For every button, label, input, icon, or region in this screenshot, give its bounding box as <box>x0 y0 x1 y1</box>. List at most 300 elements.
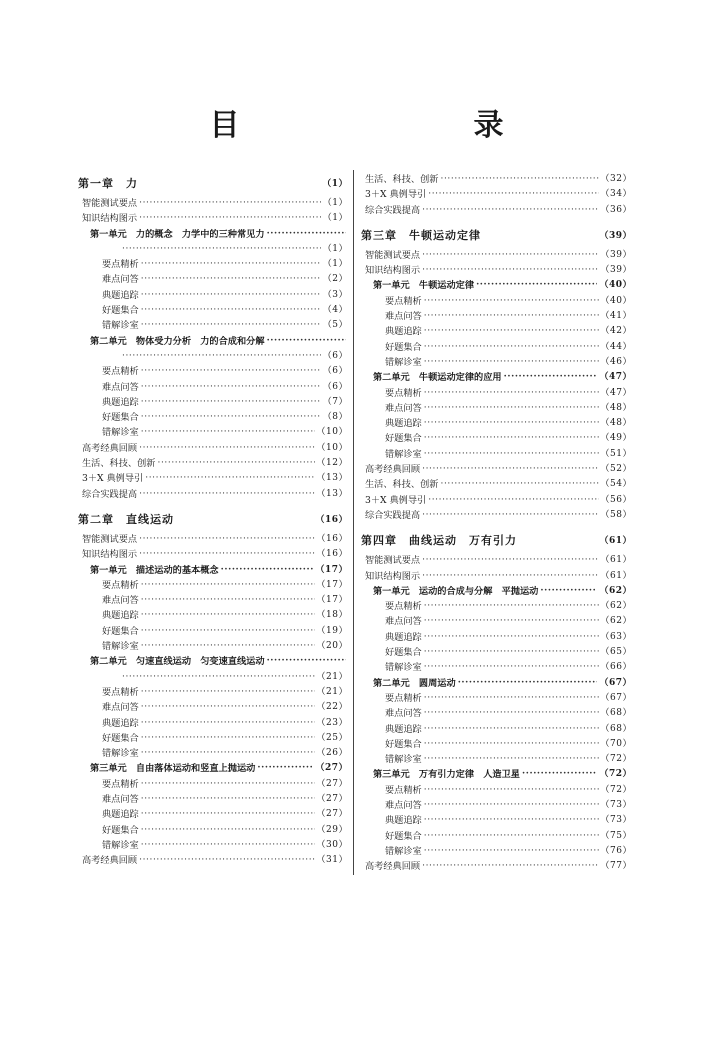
dot-leader <box>141 398 321 410</box>
toc-entry-page-number: （51） <box>600 448 632 459</box>
dot-leader <box>267 658 346 670</box>
toc-entry-section[interactable] <box>361 203 632 218</box>
dot-leader <box>424 435 599 447</box>
toc-entry-label: 典题追踪 <box>102 717 139 729</box>
dot-leader <box>141 688 315 700</box>
toc-entry-sub[interactable] <box>361 798 632 813</box>
toc-entry-label: 生活、科技、创新 <box>365 479 439 491</box>
dot-leader <box>424 618 599 630</box>
toc-entry-sub[interactable] <box>78 608 348 623</box>
toc-entry-sub[interactable] <box>78 578 348 593</box>
toc-entry-label: 难点问答 <box>102 793 139 805</box>
dot-leader <box>422 557 598 569</box>
toc-entry-page-number: （72） <box>599 769 632 780</box>
toc-entry-sub[interactable] <box>78 272 348 287</box>
toc-entry-sub[interactable] <box>361 614 632 629</box>
toc-entry-label: 3＋X 典例导引 <box>365 494 427 506</box>
toc-entry-cont[interactable] <box>78 670 348 685</box>
toc-entry-label: 高考经典回顾 <box>82 442 138 454</box>
dot-leader <box>141 612 315 624</box>
toc-entry-section[interactable] <box>361 172 632 187</box>
dot-leader <box>424 801 599 813</box>
toc-entry-label: 要点精析 <box>102 259 139 271</box>
toc-entry-section[interactable] <box>361 508 632 523</box>
toc-entry-sub[interactable] <box>78 410 348 425</box>
toc-entry-sub[interactable] <box>361 599 632 614</box>
toc-entry-page-number: （23） <box>316 717 348 728</box>
toc-entry-page-number: （66） <box>600 662 632 673</box>
toc-entry-unit[interactable] <box>78 334 348 349</box>
toc-entry-page-number: （42） <box>600 326 632 337</box>
toc-entry-sub[interactable] <box>361 844 632 859</box>
toc-entry-sub[interactable] <box>78 303 348 318</box>
toc-entry-label: 高考经典回顾 <box>365 464 421 476</box>
toc-entry-section[interactable] <box>78 211 348 226</box>
toc-entry-page-number: （54） <box>600 479 632 490</box>
toc-entry-page-number: （1） <box>322 243 348 254</box>
toc-entry-sub[interactable] <box>78 380 348 395</box>
dot-leader <box>424 664 599 676</box>
toc-entry-sub[interactable] <box>361 309 632 324</box>
toc-entry-unit[interactable] <box>361 278 632 293</box>
dot-leader <box>424 648 599 660</box>
dot-leader <box>141 291 321 303</box>
dot-leader <box>267 337 346 349</box>
toc-entry-label: 典题追踪 <box>385 326 422 338</box>
toc-entry-label: 综合实践提高 <box>82 488 138 500</box>
toc-entry-sub[interactable] <box>361 813 632 828</box>
toc-entry-label: 要点精析 <box>385 692 422 704</box>
toc-entry-sub[interactable] <box>78 685 348 700</box>
toc-entry-label: 知识结构图示 <box>365 570 421 582</box>
dot-leader <box>422 511 598 523</box>
toc-entry-sub[interactable] <box>78 257 348 272</box>
dot-leader <box>141 642 315 654</box>
toc-entry-page-number: （73） <box>600 815 632 826</box>
toc-entry-sub[interactable] <box>361 401 632 416</box>
toc-entry-label: 典题追踪 <box>102 396 139 408</box>
dot-leader <box>424 847 599 859</box>
toc-entry-label: 第三单元 万有引力定律 人造卫星 <box>373 769 520 781</box>
toc-entry-chapter[interactable] <box>78 508 348 532</box>
dot-leader <box>158 459 315 471</box>
toc-entry-label: 综合实践提高 <box>365 509 421 521</box>
dot-leader <box>422 266 598 278</box>
toc-entry-section[interactable] <box>361 248 632 263</box>
toc-entry-sub[interactable] <box>78 624 348 639</box>
toc-entry-label: 错解诊室 <box>385 448 422 460</box>
toc-entry-page-number: （41） <box>600 311 632 322</box>
toc-entry-label: 智能测试要点 <box>365 249 421 261</box>
dot-leader <box>141 627 315 639</box>
toc-entry-label: 知识结构图示 <box>82 213 138 225</box>
toc-entry-page-number: （68） <box>600 708 632 719</box>
toc-entry-section[interactable] <box>78 532 348 547</box>
toc-entry-label: 错解诊室 <box>102 641 139 653</box>
toc-entry-page-number: （21） <box>316 671 348 682</box>
dot-leader <box>141 596 315 608</box>
toc-entry-chapter[interactable] <box>361 224 632 248</box>
toc-entry-label: 高考经典回顾 <box>82 855 138 867</box>
toc-entry-page-number: （13） <box>316 473 348 484</box>
toc-entry-sub[interactable] <box>361 737 632 752</box>
dot-leader <box>424 419 599 431</box>
toc-entry-section[interactable] <box>78 456 348 471</box>
toc-entry-label: 难点问答 <box>385 616 422 628</box>
dot-leader <box>458 679 598 691</box>
toc-entry-page-number: （36） <box>600 204 632 215</box>
dot-leader <box>428 191 598 203</box>
toc-entry-sub[interactable] <box>361 416 632 431</box>
toc-entry-sub[interactable] <box>361 630 632 645</box>
toc-entry-page-number: （52） <box>600 464 632 475</box>
toc-entry-unit[interactable] <box>361 767 632 782</box>
dot-leader <box>139 490 314 502</box>
toc-entry-label: 第二章 直线运动 <box>78 512 174 526</box>
toc-entry-sub[interactable] <box>78 318 348 333</box>
dot-leader <box>424 389 599 401</box>
toc-entry-label: 错解诊室 <box>102 839 139 851</box>
dot-leader <box>424 450 599 462</box>
toc-entry-label: 要点精析 <box>385 784 422 796</box>
toc-entry-sub[interactable] <box>361 431 632 446</box>
toc-entry-page-number: （27） <box>316 809 348 820</box>
toc-entry-label: 好题集合 <box>385 647 422 659</box>
toc-entry-sub[interactable] <box>78 746 348 761</box>
toc-entry-section[interactable] <box>361 187 632 202</box>
toc-entry-label: 错解诊室 <box>385 845 422 857</box>
dot-leader <box>441 175 599 187</box>
dot-leader <box>139 199 321 211</box>
dot-leader <box>141 841 315 853</box>
toc-entry-page-number: （76） <box>600 845 632 856</box>
dot-leader <box>139 856 314 868</box>
dot-leader <box>141 413 321 425</box>
toc-entry-page-number: （72） <box>600 754 632 765</box>
toc-right-column <box>361 172 632 874</box>
toc-entry-label: 高考经典回顾 <box>365 861 421 873</box>
toc-entry-sub[interactable] <box>78 288 348 303</box>
toc-entry-page-number: （48） <box>600 418 632 429</box>
toc-entry-page-number: （39） <box>600 265 632 276</box>
toc-entry-sub[interactable] <box>78 395 348 410</box>
toc-entry-sub[interactable] <box>78 364 348 379</box>
dot-leader <box>141 306 321 318</box>
toc-entry-page-number: （61） <box>600 570 632 581</box>
toc-entry-section[interactable] <box>78 853 348 868</box>
toc-entry-sub[interactable] <box>78 823 348 838</box>
dot-leader <box>476 282 597 294</box>
toc-entry-page-number: （6） <box>322 381 348 392</box>
dot-leader <box>422 206 598 218</box>
dot-leader <box>424 755 599 767</box>
dot-leader <box>141 780 315 792</box>
column-divider <box>353 170 354 875</box>
toc-entry-page-number: （68） <box>600 723 632 734</box>
dot-leader <box>424 740 599 752</box>
dot-leader <box>540 587 597 599</box>
toc-entry-label: 好题集合 <box>385 738 422 750</box>
dot-leader <box>424 832 599 844</box>
dot-leader <box>140 184 320 196</box>
toc-entry-label: 要点精析 <box>385 601 422 613</box>
toc-entry-label: 智能测试要点 <box>82 198 138 209</box>
toc-entry-section[interactable] <box>78 487 348 502</box>
toc-entry-label: 错解诊室 <box>102 427 139 439</box>
toc-entry-unit[interactable] <box>361 584 632 599</box>
toc-entry-page-number: （30） <box>316 839 348 850</box>
toc-entry-sub[interactable] <box>361 660 632 675</box>
toc-entry-page-number: （16） <box>315 514 348 525</box>
toc-entry-page-number: （3） <box>322 289 348 300</box>
toc-entry-unit[interactable] <box>78 563 348 578</box>
dot-leader <box>428 496 598 508</box>
toc-entry-page-number: （12） <box>316 458 348 469</box>
toc-entry-section[interactable] <box>361 859 632 874</box>
dot-leader <box>141 260 321 272</box>
toc-entry-label: 好题集合 <box>102 824 139 836</box>
toc-entry-page-number: （62） <box>599 585 632 596</box>
toc-entry-page-number: （48） <box>600 402 632 413</box>
toc-entry-label: 要点精析 <box>102 686 139 698</box>
toc-entry-sub[interactable] <box>361 294 632 309</box>
toc-entry-page-number: （75） <box>600 830 632 841</box>
toc-entry-label: 第一单元 力的概念 力学中的三种常见力 <box>90 228 265 240</box>
toc-entry-label: 难点问答 <box>385 708 422 720</box>
toc-entry-cont[interactable] <box>78 242 348 257</box>
toc-entry-section[interactable] <box>361 569 632 584</box>
toc-entry-label: 要点精析 <box>102 579 139 591</box>
toc-entry-label: 第二单元 牛顿运动定律的应用 <box>373 372 502 384</box>
toc-left-column <box>78 172 348 868</box>
toc-entry-label: 智能测试要点 <box>82 533 138 545</box>
toc-entry-label: 第三单元 自由落体运动和竖直上抛运动 <box>90 763 256 775</box>
toc-entry-label: 第一单元 描述运动的基本概念 <box>90 564 219 576</box>
toc-entry-section[interactable] <box>78 196 348 211</box>
toc-entry-label: 要点精析 <box>385 295 422 307</box>
toc-entry-label: 3＋X 典例导引 <box>82 473 144 485</box>
dot-leader <box>422 862 598 874</box>
toc-entry-sub[interactable] <box>361 645 632 660</box>
toc-entry-label: 生活、科技、创新 <box>82 458 156 470</box>
dot-leader <box>424 725 599 737</box>
toc-entry-sub[interactable] <box>78 593 348 608</box>
toc-entry-page-number: （58） <box>600 509 632 520</box>
toc-entry-chapter[interactable] <box>361 529 632 553</box>
dot-leader <box>221 566 314 578</box>
dot-leader <box>122 352 321 364</box>
dot-leader <box>139 551 314 563</box>
toc-entry-page-number: （10） <box>316 427 348 438</box>
toc-entry-label: 好题集合 <box>102 305 139 317</box>
toc-entry-sub[interactable] <box>78 639 348 654</box>
dot-leader <box>424 404 599 416</box>
page-title: 目 录 <box>209 108 562 143</box>
toc-entry-label: 典题追踪 <box>102 289 139 301</box>
dot-leader <box>141 383 321 395</box>
toc-entry-sub[interactable] <box>361 447 632 462</box>
toc-entry-label: 要点精析 <box>102 366 139 378</box>
toc-entry-page-number: （31） <box>316 855 348 866</box>
toc-entry-sub[interactable] <box>361 706 632 721</box>
dot-leader <box>141 719 315 731</box>
toc-entry-unit[interactable] <box>78 761 348 776</box>
toc-entry-label: 难点问答 <box>102 381 139 393</box>
toc-entry-page-number: （39） <box>599 230 632 241</box>
toc-entry-section[interactable] <box>361 553 632 568</box>
toc-entry-label: 第三章 牛顿运动定律 <box>361 228 481 242</box>
toc-entry-label: 典题追踪 <box>385 418 422 430</box>
toc-entry-page-number: （40） <box>600 295 632 306</box>
dot-leader <box>141 826 315 838</box>
toc-entry-page-number: （29） <box>316 824 348 835</box>
dot-leader <box>522 771 597 783</box>
toc-entry-sub[interactable] <box>361 386 632 401</box>
toc-entry-unit[interactable] <box>361 676 632 691</box>
toc-entry-label: 好题集合 <box>385 433 422 445</box>
toc-entry-page-number: （27） <box>315 763 348 774</box>
toc-entry-label: 综合实践提高 <box>365 204 421 216</box>
toc-entry-label: 错解诊室 <box>102 748 139 760</box>
toc-entry-label: 第二单元 物体受力分析 力的合成和分解 <box>90 335 265 347</box>
toc-entry-sub[interactable] <box>361 324 632 339</box>
toc-entry-unit[interactable] <box>78 654 348 669</box>
toc-entry-page-number: （4） <box>322 305 348 316</box>
toc-entry-sub[interactable] <box>361 752 632 767</box>
toc-entry-label: 智能测试要点 <box>365 555 421 567</box>
toc-entry-label: 错解诊室 <box>385 356 422 368</box>
toc-entry-label: 好题集合 <box>385 341 422 353</box>
toc-entry-sub[interactable] <box>361 340 632 355</box>
toc-entry-page-number: （56） <box>600 494 632 505</box>
toc-entry-sub[interactable] <box>78 838 348 853</box>
toc-entry-page-number: （40） <box>599 280 632 291</box>
toc-entry-chapter[interactable] <box>78 172 348 196</box>
dot-leader <box>141 704 315 716</box>
toc-entry-label: 难点问答 <box>102 702 139 714</box>
toc-entry-page-number: （49） <box>600 433 632 444</box>
toc-entry-sub[interactable] <box>361 722 632 737</box>
toc-entry-page-number: （26） <box>316 748 348 759</box>
toc-entry-label: 要点精析 <box>385 387 422 399</box>
toc-entry-page-number: （61） <box>600 555 632 566</box>
toc-entry-page-number: （22） <box>316 702 348 713</box>
toc-entry-page-number: （17） <box>316 579 348 590</box>
toc-entry-cont[interactable] <box>78 349 348 364</box>
dot-leader <box>504 374 598 386</box>
dot-leader <box>424 602 599 614</box>
toc-entry-label: 生活、科技、创新 <box>365 174 439 185</box>
dot-leader <box>424 358 599 370</box>
toc-entry-section[interactable] <box>361 263 632 278</box>
toc-entry-sub[interactable] <box>78 425 348 440</box>
dot-leader <box>483 236 597 248</box>
toc-entry-page-number: （27） <box>316 793 348 804</box>
toc-entry-label: 3＋X 典例导引 <box>365 189 427 201</box>
toc-entry-page-number: （17） <box>316 595 348 606</box>
dot-leader <box>441 481 599 493</box>
toc-entry-sub[interactable] <box>361 783 632 798</box>
toc-entry-sub[interactable] <box>78 807 348 822</box>
toc-entry-page-number: （18） <box>316 610 348 621</box>
toc-entry-page-number: （61） <box>599 536 632 547</box>
toc-entry-sub[interactable] <box>78 792 348 807</box>
toc-entry-sub[interactable] <box>361 355 632 370</box>
toc-entry-sub[interactable] <box>361 691 632 706</box>
toc-entry-section[interactable] <box>361 493 632 508</box>
toc-entry-page-number: （1） <box>322 259 348 270</box>
toc-entry-label: 知识结构图示 <box>365 265 421 277</box>
toc-entry-page-number: （6） <box>322 350 348 361</box>
toc-entry-page-number: （13） <box>316 488 348 499</box>
toc-entry-label: 难点问答 <box>102 595 139 607</box>
dot-leader <box>141 581 315 593</box>
toc-entry-page-number: （16） <box>316 549 348 560</box>
dot-leader <box>424 297 599 309</box>
dot-leader <box>145 475 314 487</box>
toc-entry-unit[interactable] <box>78 227 348 242</box>
dot-leader <box>141 429 315 441</box>
toc-entry-sub[interactable] <box>78 700 348 715</box>
dot-leader <box>424 817 599 829</box>
toc-entry-page-number: （16） <box>316 533 348 544</box>
toc-entry-page-number: （73） <box>600 799 632 810</box>
toc-entry-page-number: （62） <box>600 601 632 612</box>
dot-leader <box>424 343 599 355</box>
dot-leader <box>141 322 321 334</box>
toc-entry-label: 要点精析 <box>102 778 139 790</box>
dot-leader <box>424 694 599 706</box>
toc-entry-label: 典题追踪 <box>385 723 422 735</box>
toc-entry-page-number: （27） <box>316 778 348 789</box>
toc-entry-page-number: （67） <box>599 677 632 688</box>
toc-entry-label: 难点问答 <box>385 799 422 811</box>
toc-entry-sub[interactable] <box>78 777 348 792</box>
toc-entry-label: 知识结构图示 <box>82 549 138 561</box>
toc-entry-page-number: （1） <box>322 198 348 208</box>
toc-entry-section[interactable] <box>78 441 348 456</box>
dot-leader <box>424 328 599 340</box>
toc-entry-page-number: （21） <box>316 686 348 697</box>
dot-leader <box>139 444 314 456</box>
toc-entry-label: 好题集合 <box>102 732 139 744</box>
toc-entry-section[interactable] <box>361 462 632 477</box>
toc-entry-section[interactable] <box>78 547 348 562</box>
toc-entry-page-number: （2） <box>322 274 348 285</box>
toc-entry-sub[interactable] <box>78 716 348 731</box>
toc-entry-label: 第一单元 牛顿运动定律 <box>373 280 475 292</box>
dot-leader <box>141 795 315 807</box>
dot-leader <box>422 251 598 263</box>
toc-entry-page-number: （34） <box>600 189 632 200</box>
toc-entry-label: 错解诊室 <box>385 754 422 766</box>
toc-entry-label: 第一单元 运动的合成与分解 平抛运动 <box>373 585 539 597</box>
dot-leader <box>422 572 598 584</box>
toc-entry-page-number: （65） <box>600 647 632 658</box>
toc-entry-label: 好题集合 <box>102 625 139 637</box>
toc-entry-section[interactable] <box>78 471 348 486</box>
toc-entry-page-number: （20） <box>316 641 348 652</box>
toc-entry-label: 典题追踪 <box>385 815 422 827</box>
toc-entry-sub[interactable] <box>78 731 348 746</box>
toc-entry-page-number: （63） <box>600 631 632 642</box>
toc-entry-section[interactable] <box>361 477 632 492</box>
dot-leader <box>267 230 346 242</box>
toc-entry-page-number: （39） <box>600 249 632 260</box>
toc-entry-sub[interactable] <box>361 829 632 844</box>
toc-entry-unit[interactable] <box>361 370 632 385</box>
dot-leader <box>176 520 313 532</box>
